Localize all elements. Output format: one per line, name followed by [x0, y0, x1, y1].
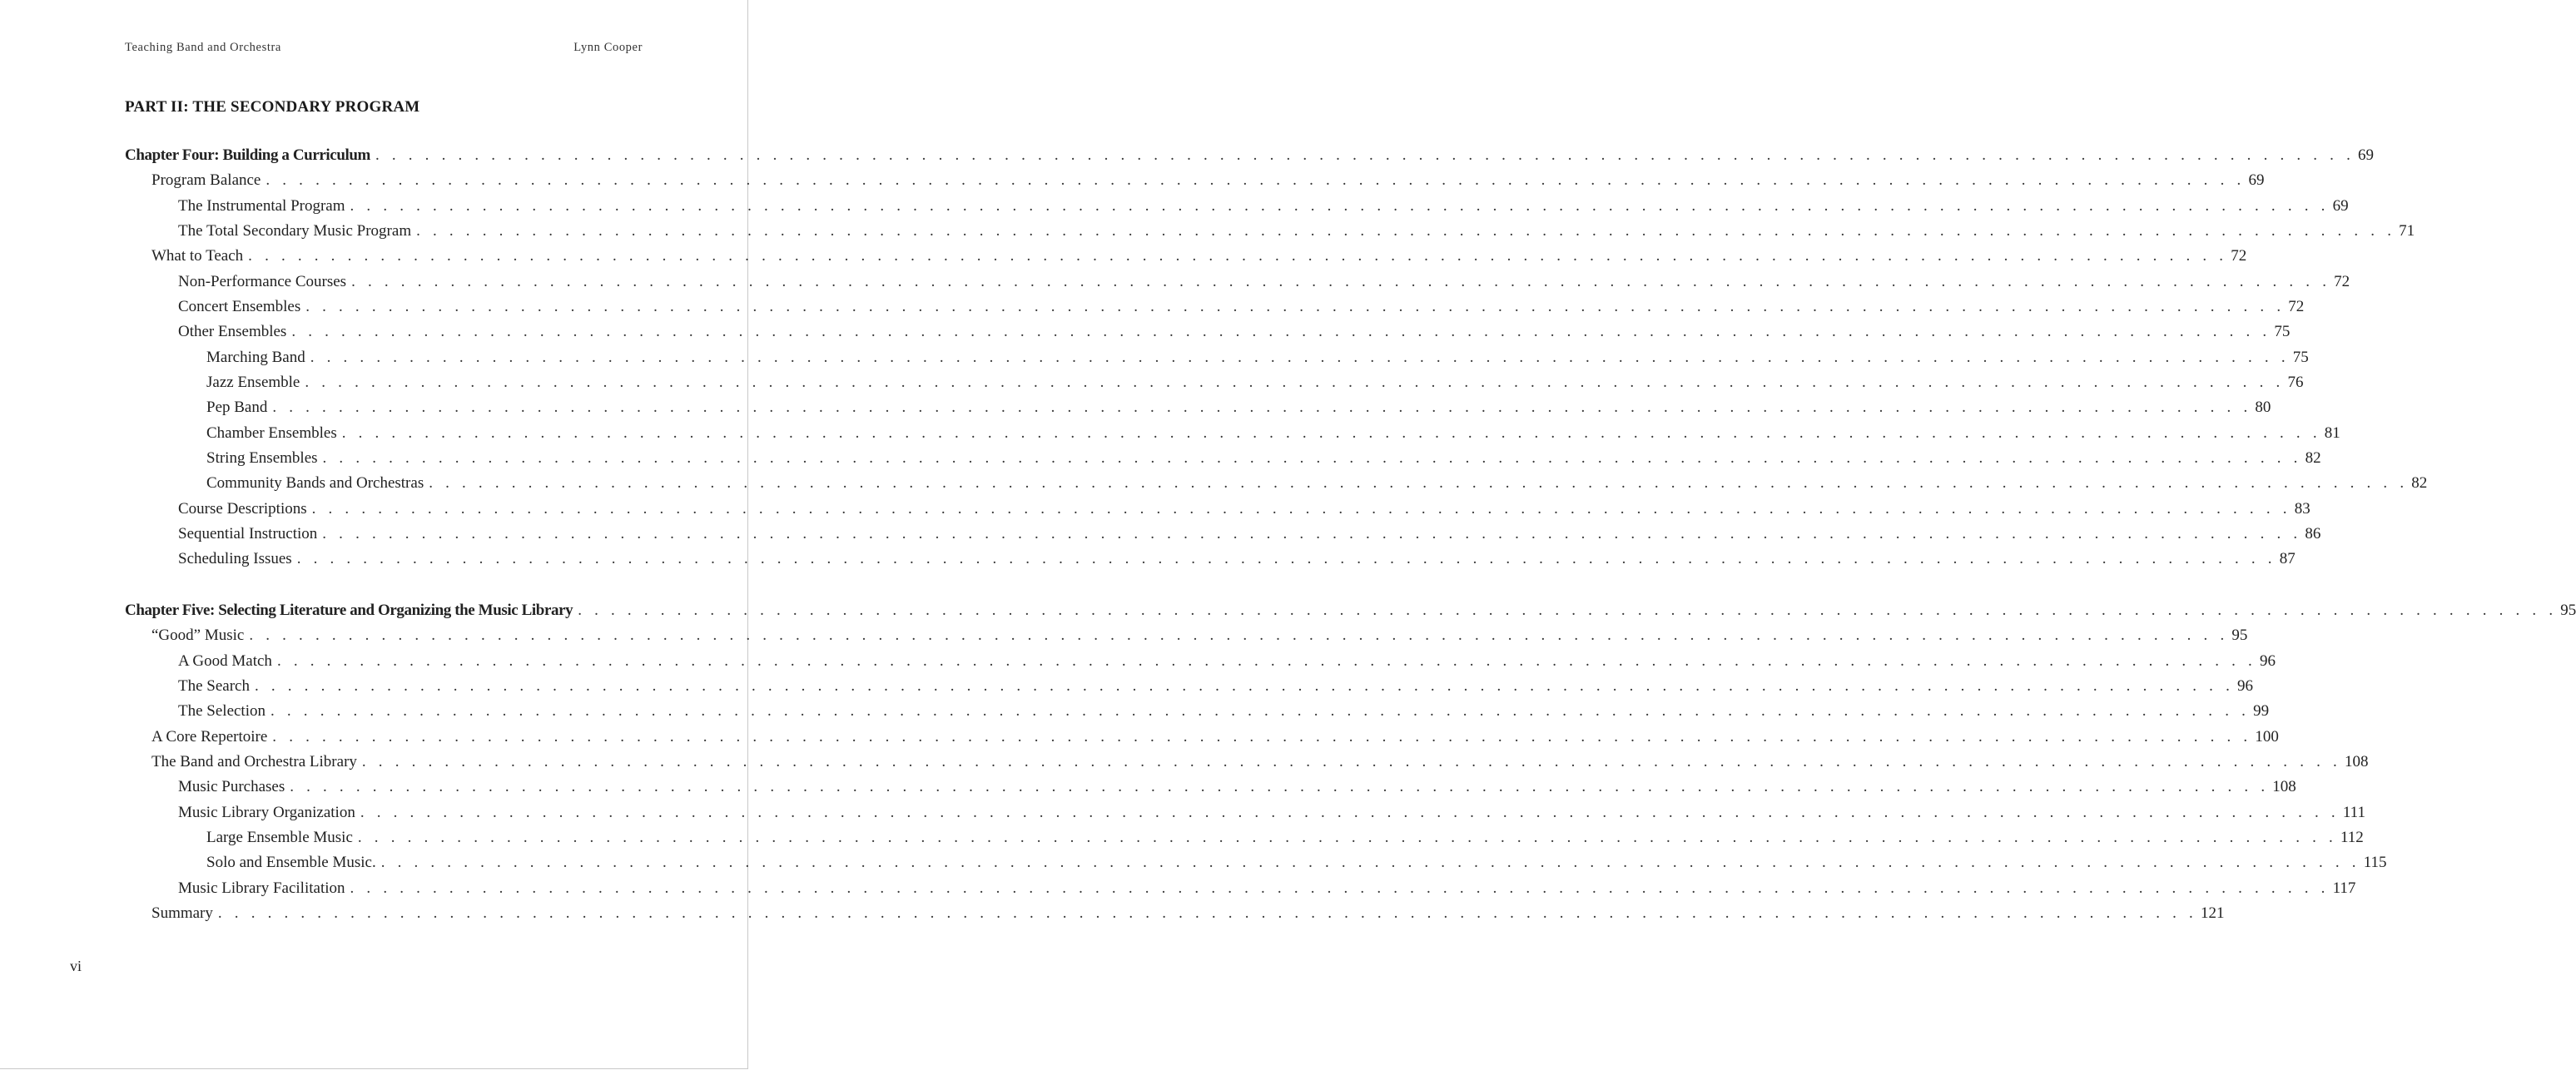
dot-leader: . . . . . . . . . . . . . . . . . . . . . . . . . . . . . . . . . . . . . . . . . . . . . . . . . . . . . . . . . . . . . . . . . . . . . . . . . . . . . . . . . . . . . . . . . . . . . . . . . . . . . . . . . . . . . . . . . . . . . . . .	[416, 221, 2396, 240]
dot-leader: . . . . . . . . . . . . . . . . . . . . . . . . . . . . . . . . . . . . . . . . . . . . . . . . . . . . . . . . . . . . . . . . . . . . . . . . . . . . . . . . . . . . . . . . . . . . . . . . . . . . . . . . . . . . . . . . . . . . . . . .	[361, 752, 2341, 770]
page-number: 75	[2292, 348, 2309, 366]
entry-title: “Good” Music	[151, 627, 245, 645]
toc-chapter-heading	[125, 602, 2576, 627]
dot-leader: . . . . . . . . . . . . . . . . . . . . . . . . . . . . . . . . . . . . . . . . . . . . . . . . . . . . . . . . . . . . . . . . . . . . . . . . . . . . . . . . . . . . . . . . . . . . . . . . . . . . . . . . . . . . . . . . . . . . . . . .	[311, 499, 2291, 518]
page-number: 86	[2305, 524, 2321, 542]
entry-title: Sequential Instruction	[178, 524, 318, 542]
toc-entry	[125, 550, 2296, 575]
page-number: 112	[2340, 828, 2364, 846]
entry-title: The Total Secondary Music Program	[178, 221, 412, 240]
page-number: 111	[2342, 803, 2365, 821]
page-number: 115	[2363, 854, 2387, 872]
running-head-book-title: Teaching Band and Orchestra	[125, 41, 281, 54]
toc-entry	[125, 323, 2291, 348]
dot-leader: . . . . . . . . . . . . . . . . . . . . . . . . . . . . . . . . . . . . . . . . . . . . . . . . . . . . . . . . . . . . . . . . . . . . . . . . . . . . . . . . . . . . . . . . . . . . . . . . . . . . . . . . . . . . . . . . . . . . . . . .	[276, 651, 2256, 670]
dot-leader: . . . . . . . . . . . . . . . . . . . . . . . . . . . . . . . . . . . . . . . . . . . . . . . . . . . . . . . . . . . . . . . . . . . . . . . . . . . . . . . . . . . . . . . . . . . . . . . . . . . . . . . . . . . . . . . . . . . . . . . .	[360, 803, 2340, 821]
toc-entry	[125, 474, 2428, 499]
entry-title: Program Balance	[151, 171, 261, 190]
entry-title: The Band and Orchestra Library	[151, 752, 357, 770]
toc-entry	[125, 399, 2271, 424]
toc-entry	[125, 752, 2369, 778]
toc-entry	[125, 221, 2415, 247]
toc-entry	[125, 651, 2276, 677]
dot-leader: . . . . . . . . . . . . . . . . . . . . . . . . . . . . . . . . . . . . . . . . . . . . . . . . . . . . . . . . . . . . . . . . . . . . . . . . . . . . . . . . . . . . . . . . . . . . . . . . . . . . . . . . . . . . . . . . . . . . . . . .	[271, 702, 2251, 721]
dot-leader: . . . . . . . . . . . . . . . . . . . . . . . . . . . . . . . . . . . . . . . . . . . . . . . . . . . . . . . . . . . . . . . . . . . . . . . . . . . . . . . . . . . . . . . . . . . . . . . . . . . . . . . . . . . . . . . . . . . . . . . .	[351, 272, 2331, 290]
toc-entry	[125, 879, 2356, 904]
toc-entry	[125, 348, 2309, 374]
part-title: PART II: THE SECONDARY PROGRAM	[125, 98, 420, 116]
toc-entry	[125, 676, 2254, 702]
toc-entry	[125, 373, 2304, 399]
entry-title: Marching Band	[206, 348, 305, 366]
running-head-author: Lynn Cooper	[573, 41, 643, 54]
toc-entry	[125, 297, 2305, 323]
entry-title: Chamber Ensembles	[206, 424, 337, 442]
toc-entry	[125, 499, 2310, 525]
entry-title: A Core Repertoire	[151, 727, 268, 746]
dot-leader: . . . . . . . . . . . . . . . . . . . . . . . . . . . . . . . . . . . . . . . . . . . . . . . . . . . . . . . . . . . . . . . . . . . . . . . . . . . . . . . . . . . . . . . . . . . . . . . . . . . . . . . . . . . . . . . . . . . . . . . .	[291, 323, 2271, 341]
page-number: 72	[2334, 272, 2350, 290]
entry-title: A Good Match	[178, 651, 272, 670]
dot-leader: . . . . . . . . . . . . . . . . . . . . . . . . . . . . . . . . . . . . . . . . . . . . . . . . . . . . . . . . . . . . . . . . . . . . . . . . . . . . . . . . . . . . . . . . . . . . . . . . . . . . . . . . . . . . . . . . . . . . . . . .	[310, 348, 2290, 366]
page-number: 95	[2560, 602, 2576, 619]
page-number: 96	[2260, 651, 2276, 670]
page-number: 69	[2332, 196, 2349, 215]
toc-entry	[125, 828, 2364, 854]
entry-title: Music Purchases	[178, 778, 285, 796]
entry-title: Course Descriptions	[178, 499, 307, 518]
entry-title: Music Library Organization	[178, 803, 355, 821]
entry-title: Pep Band	[206, 399, 268, 417]
dot-leader: . . . . . . . . . . . . . . . . . . . . . . . . . . . . . . . . . . . . . . . . . . . . . . . . . . . . . . . . . . . . . . . . . . . . . . . . . . . . . . . . . . . . . . . . . . . . . . . . . . . . . . . . . . . . . . . . . . . . . . . .	[380, 854, 2360, 872]
page-number: 82	[2411, 474, 2428, 493]
entry-title: Solo and Ensemble Music.	[206, 854, 376, 872]
toc-entry	[125, 627, 2248, 651]
dot-leader: . . . . . . . . . . . . . . . . . . . . . . . . . . . . . . . . . . . . . . . . . . . . . . . . . . . . . . . . . . . . . . . . . . . . . . . . . . . . . . . . . . . . . . . . . . . . . . . . . . . . . . . . . . . . . . . . . . . . . . . .	[350, 879, 2330, 897]
toc-entry	[125, 272, 2350, 298]
toc-chapter-five	[125, 602, 2576, 929]
page-number: 72	[2231, 247, 2247, 265]
dot-leader: . . . . . . . . . . . . . . . . . . . . . . . . . . . . . . . . . . . . . . . . . . . . . . . . . . . . . . . . . . . . . . . . . . . . . . . . . . . . . . . . . . . . . . . . . . . . . . . . . . . . . . . . . . . . . . . . . . . . . . . .	[249, 627, 2229, 645]
toc-entry	[125, 854, 2387, 879]
toc-entry	[125, 778, 2296, 803]
toc-entry	[125, 803, 2365, 829]
toc-entry	[125, 247, 2247, 272]
running-head	[125, 41, 643, 55]
page-number: 95	[2231, 627, 2248, 645]
dot-leader: . . . . . . . . . . . . . . . . . . . . . . . . . . . . . . . . . . . . . . . . . . . . . . . . . . . . . . . . . . . . . . . . . . . . . . . . . . . . . . . . . . . . . . . . . . . . . . . . . . . . . . . . . . . . . . . . . . . . . . . .	[248, 247, 2228, 265]
page-number: 71	[2399, 221, 2415, 240]
entry-title: Scheduling Issues	[178, 550, 292, 568]
page-number: 100	[2255, 727, 2279, 746]
entry-title: String Ensembles	[206, 448, 318, 467]
dot-leader: . . . . . . . . . . . . . . . . . . . . . . . . . . . . . . . . . . . . . . . . . . . . . . . . . . . . . . . . . . . . . . . . . . . . . . . . . . . . . . . . . . . . . . . . . . . . . . . . . . . . . . . . . . . . . . . . . . . . . . . .	[341, 424, 2321, 442]
entry-title: What to Teach	[151, 247, 244, 265]
toc-entry	[125, 448, 2321, 474]
page-number: 83	[2294, 499, 2310, 518]
dot-leader: . . . . . . . . . . . . . . . . . . . . . . . . . . . . . . . . . . . . . . . . . . . . . . . . . . . . . . . . . . . . . . . . . . . . . . . . . . . . . . . . . . . . . . . . . . . . . . . . . . . . . . . . . . . . . . . . . . . . . . . .	[272, 399, 2252, 417]
dot-leader: . . . . . . . . . . . . . . . . . . . . . . . . . . . . . . . . . . . . . . . . . . . . . . . . . . . . . . . . . . . . . . . . . . . . . . . . . . . . . . . . . . . . . . . . . . . . . . . . . . . . . . . . . . . . . . . . . . . . . . . .	[290, 778, 2270, 796]
toc-entry	[125, 171, 2265, 196]
chapter-title: Chapter Four: Building a Curriculum	[125, 146, 370, 164]
page-number: 69	[2248, 171, 2265, 190]
dot-leader: . . . . . . . . . . . . . . . . . . . . . . . . . . . . . . . . . . . . . . . . . . . . . . . . . . . . . . . . . . . . . . . . . . . . . . . . . . . . . . . . . . . . . . . . . . . . . . . . . . . . . . . . . . . . . . . . . . . . . . . .	[375, 146, 2355, 164]
toc-entry	[125, 904, 2225, 929]
dot-leader: . . . . . . . . . . . . . . . . . . . . . . . . . . . . . . . . . . . . . . . . . . . . . . . . . . . . . . . . . . . . . . . . . . . . . . . . . . . . . . . . . . . . . . . . . . . . . . . . . . . . . . . . . . . . . . . . . . . . . . . .	[357, 828, 2337, 846]
dot-leader: . . . . . . . . . . . . . . . . . . . . . . . . . . . . . . . . . . . . . . . . . . . . . . . . . . . . . . . . . . . . . . . . . . . . . . . . . . . . . . . . . . . . . . . . . . . . . . . . . . . . . . . . . . . . . . . . . . . . . . . .	[322, 448, 2302, 467]
entry-title: The Search	[178, 676, 250, 695]
entry-title: Community Bands and Orchestras	[206, 474, 424, 493]
page-number: 80	[2255, 399, 2271, 417]
toc-entry	[125, 702, 2270, 727]
dot-leader: . . . . . . . . . . . . . . . . . . . . . . . . . . . . . . . . . . . . . . . . . . . . . . . . . . . . . . . . . . . . . . . . . . . . . . . . . . . . . . . . . . . . . . . . . . . . . . . . . . . . . . . . . . . . . . . . . . . . . . . .	[322, 524, 2302, 542]
entry-title: Concert Ensembles	[178, 297, 301, 315]
dot-leader: . . . . . . . . . . . . . . . . . . . . . . . . . . . . . . . . . . . . . . . . . . . . . . . . . . . . . . . . . . . . . . . . . . . . . . . . . . . . . . . . . . . . . . . . . . . . . . . . . . . . . . . . . . . . . . . . . . . . . . . .	[305, 373, 2285, 391]
dot-leader: . . . . . . . . . . . . . . . . . . . . . . . . . . . . . . . . . . . . . . . . . . . . . . . . . . . . . . . . . . . . . . . . . . . . . . . . . . . . . . . . . . . . . . . . . . . . . . . . . . . . . . . . . . . . . . . . . . . . . . . .	[429, 474, 2409, 493]
page-number: 69	[2358, 146, 2375, 164]
entry-title: The Instrumental Program	[178, 196, 345, 215]
entry-title: Non-Performance Courses	[178, 272, 347, 290]
toc-entry	[125, 424, 2340, 449]
page-number: 76	[2287, 373, 2304, 391]
page-number: 108	[2272, 778, 2296, 796]
page-number: 108	[2344, 752, 2369, 770]
dot-leader: . . . . . . . . . . . . . . . . . . . . . . . . . . . . . . . . . . . . . . . . . . . . . . . . . . . . . . . . . . . . . . . . . . . . . . . . . . . . . . . . . . . . . . . . . . . . . . . . . . . . . . . . . . . . . . . . . . . . . . . .	[578, 602, 2558, 619]
page-number: 117	[2332, 879, 2356, 897]
dot-leader: . . . . . . . . . . . . . . . . . . . . . . . . . . . . . . . . . . . . . . . . . . . . . . . . . . . . . . . . . . . . . . . . . . . . . . . . . . . . . . . . . . . . . . . . . . . . . . . . . . . . . . . . . . . . . . . . . . . . . . . .	[272, 727, 2252, 746]
page-folio: vi	[70, 958, 82, 974]
dot-leader: . . . . . . . . . . . . . . . . . . . . . . . . . . . . . . . . . . . . . . . . . . . . . . . . . . . . . . . . . . . . . . . . . . . . . . . . . . . . . . . . . . . . . . . . . . . . . . . . . . . . . . . . . . . . . . . . . . . . . . . .	[217, 904, 2197, 922]
toc-chapter-four	[125, 146, 2428, 576]
page-number: 96	[2237, 676, 2254, 695]
toc-entry	[125, 524, 2321, 550]
dot-leader: . . . . . . . . . . . . . . . . . . . . . . . . . . . . . . . . . . . . . . . . . . . . . . . . . . . . . . . . . . . . . . . . . . . . . . . . . . . . . . . . . . . . . . . . . . . . . . . . . . . . . . . . . . . . . . . . . . . . . . . .	[296, 550, 2276, 568]
entry-title: Large Ensemble Music	[206, 828, 353, 846]
page-number: 87	[2279, 550, 2296, 568]
entry-title: Other Ensembles	[178, 323, 287, 341]
page-number: 75	[2274, 323, 2291, 341]
entry-title: Summary	[151, 904, 213, 922]
entry-title: The Selection	[178, 702, 266, 721]
toc-entry	[125, 196, 2349, 222]
dot-leader: . . . . . . . . . . . . . . . . . . . . . . . . . . . . . . . . . . . . . . . . . . . . . . . . . . . . . . . . . . . . . . . . . . . . . . . . . . . . . . . . . . . . . . . . . . . . . . . . . . . . . . . . . . . . . . . . . . . . . . . .	[350, 196, 2330, 215]
chapter-title: Chapter Five: Selecting Literature and Organizing the Music Library	[125, 602, 573, 619]
dot-leader: . . . . . . . . . . . . . . . . . . . . . . . . . . . . . . . . . . . . . . . . . . . . . . . . . . . . . . . . . . . . . . . . . . . . . . . . . . . . . . . . . . . . . . . . . . . . . . . . . . . . . . . . . . . . . . . . . . . . . . . .	[266, 171, 2246, 190]
page-number: 81	[2324, 424, 2340, 442]
dot-leader: . . . . . . . . . . . . . . . . . . . . . . . . . . . . . . . . . . . . . . . . . . . . . . . . . . . . . . . . . . . . . . . . . . . . . . . . . . . . . . . . . . . . . . . . . . . . . . . . . . . . . . . . . . . . . . . . . . . . . . . .	[254, 676, 2235, 695]
entry-title: Jazz Ensemble	[206, 373, 300, 391]
page-number: 99	[2253, 702, 2270, 721]
toc-chapter-heading	[125, 146, 2375, 171]
page-number: 82	[2305, 448, 2321, 467]
dot-leader: . . . . . . . . . . . . . . . . . . . . . . . . . . . . . . . . . . . . . . . . . . . . . . . . . . . . . . . . . . . . . . . . . . . . . . . . . . . . . . . . . . . . . . . . . . . . . . . . . . . . . . . . . . . . . . . . . . . . . . . .	[305, 297, 2286, 315]
entry-title: Music Library Facilitation	[178, 879, 345, 897]
page-number: 72	[2288, 297, 2305, 315]
page-number: 121	[2200, 904, 2225, 922]
toc-entry	[125, 727, 2279, 753]
